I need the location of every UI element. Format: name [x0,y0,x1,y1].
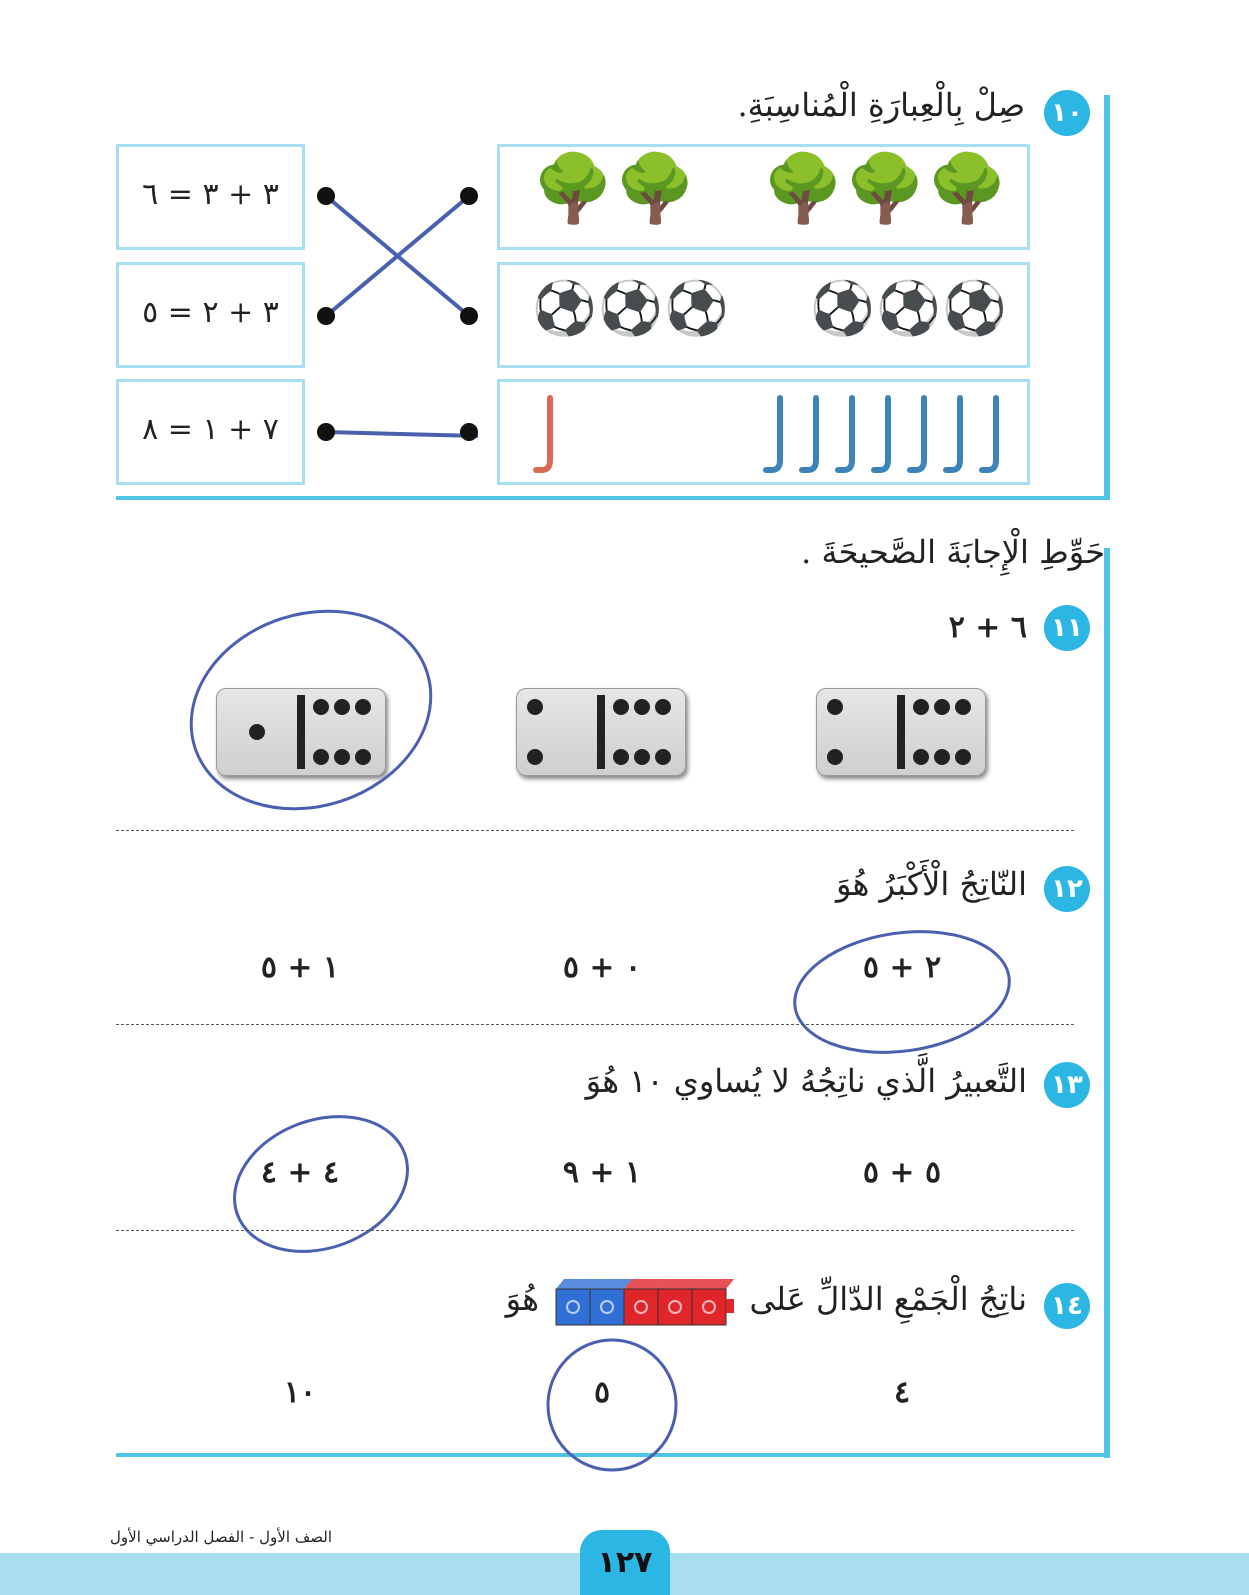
domino-pip [955,749,971,765]
domino-option[interactable] [516,688,686,776]
tree-icon: 🌳 [614,150,697,228]
domino-pip [634,749,650,765]
question-prompt: ناتِجُ الْجَمْعِ الدّالِّ عَلى [749,1280,1027,1318]
match-dot[interactable] [317,187,335,205]
match-dot[interactable] [460,187,478,205]
tree-icon: 🌳 [844,150,927,228]
question-number: ١١ [1044,605,1090,651]
soccer-ball-icon: ⚽ [876,278,941,339]
domino-pip [527,749,543,765]
answer-circle [222,1108,422,1260]
hockey-stick-icon [874,398,888,470]
equation-box[interactable] [116,379,305,485]
domino-option[interactable] [816,688,986,776]
tree-icon: 🌳 [926,150,1009,228]
question-number: ١٤ [1044,1283,1090,1329]
divider [116,830,1074,831]
option-text[interactable]: ٥ [593,1375,611,1410]
soccer-ball-icon: ⚽ [598,278,663,339]
equation-text: ٣ + ٣ = ٦ [142,177,279,212]
option-text[interactable]: ١ + ٥ [260,950,340,985]
match-line [326,432,478,436]
domino-pip [934,749,950,765]
hockey-stick-icon [536,398,550,470]
match-dot[interactable] [460,307,478,325]
match-dot[interactable] [317,307,335,325]
hockey-stick-icon [766,398,780,470]
answer-circle [540,1335,685,1475]
page-number: ١٢٧ [580,1530,670,1595]
soccer-ball-icon: ⚽ [664,278,729,339]
frame-bottom-top [116,496,1110,500]
hockey-stick-icon [946,398,960,470]
divider [116,1024,1074,1025]
answer-circle [785,922,1020,1062]
domino-pip [613,699,629,715]
hockey-stick-icon [802,398,816,470]
match-dot[interactable] [317,423,335,441]
domino-divider [597,695,605,769]
hockey-sticks-group [500,382,1027,482]
option-text[interactable]: ١ + ٩ [562,1155,642,1190]
question-prompt: صِلْ بِالْعِبارَةِ الْمُناسِبَةِ. [737,86,1025,124]
domino-pip [934,699,950,715]
option-text[interactable]: ٤ [893,1375,911,1410]
tree-icon: 🌳 [532,150,615,228]
question-number: ١٣ [1044,1062,1090,1108]
equation-box[interactable] [116,262,305,368]
match-dot[interactable] [460,423,478,441]
question-prompt: ٦ + ٢ [948,610,1027,645]
option-text[interactable]: ٥ + ٥ [862,1155,942,1190]
soccer-ball-icon: ⚽ [810,278,875,339]
divider [116,1230,1074,1231]
answer-circle [180,605,445,815]
question-number: ١٠ [1044,90,1090,136]
hockey-stick-icon [982,398,996,470]
trees-group [500,147,1027,247]
cube-peg [726,1299,734,1313]
domino-pip [827,749,843,765]
equation-text: ٧ + ١ = ٨ [142,412,279,447]
domino-pip [913,749,929,765]
domino-face [517,689,685,775]
question-prompt-end: هُوَ [505,1280,539,1318]
frame-right-top [1104,95,1110,500]
picture-box-sticks[interactable] [497,379,1030,485]
domino-pip [613,749,629,765]
domino-divider [897,695,905,769]
domino-face [817,689,985,775]
hockey-stick-icon [838,398,852,470]
linking-cubes-image [552,1273,752,1331]
matching-lines [300,170,500,470]
hockey-stick-icon [910,398,924,470]
domino-pip [634,699,650,715]
domino-pip [655,749,671,765]
equation-text: ٣ + ٢ = ٥ [142,295,279,330]
domino-pip [913,699,929,715]
tree-icon: 🌳 [762,150,845,228]
domino-pip [655,699,671,715]
option-text[interactable]: ١٠ [283,1375,317,1410]
balls-group [500,265,1027,365]
picture-box-trees[interactable] [497,144,1030,250]
question-number: ١٢ [1044,866,1090,912]
question-prompt: التَّعبيرُ الَّذي ناتِجُهُ لا يُساوي ١٠ هُوَ [585,1062,1027,1100]
soccer-ball-icon: ⚽ [532,278,597,339]
picture-box-balls[interactable] [497,262,1030,368]
footer-course-label: الصف الأول - الفصل الدراسي الأول [110,1528,333,1546]
question-prompt: النّاتِجُ الْأَكْبَرُ هُوَ [835,865,1027,903]
soccer-ball-icon: ⚽ [942,278,1007,339]
option-text[interactable]: ٢ + ٥ [862,950,942,985]
instruction-text: حَوِّطِ الْإِجابَةَ الصَّحيحَةَ . [801,533,1105,571]
domino-pip [527,699,543,715]
domino-pip [827,699,843,715]
option-text[interactable]: ٠ + ٥ [562,950,642,985]
equation-box[interactable] [116,144,305,250]
frame-right-bottom [1104,548,1110,1458]
option-text[interactable]: ٤ + ٤ [260,1155,340,1190]
domino-pip [955,699,971,715]
